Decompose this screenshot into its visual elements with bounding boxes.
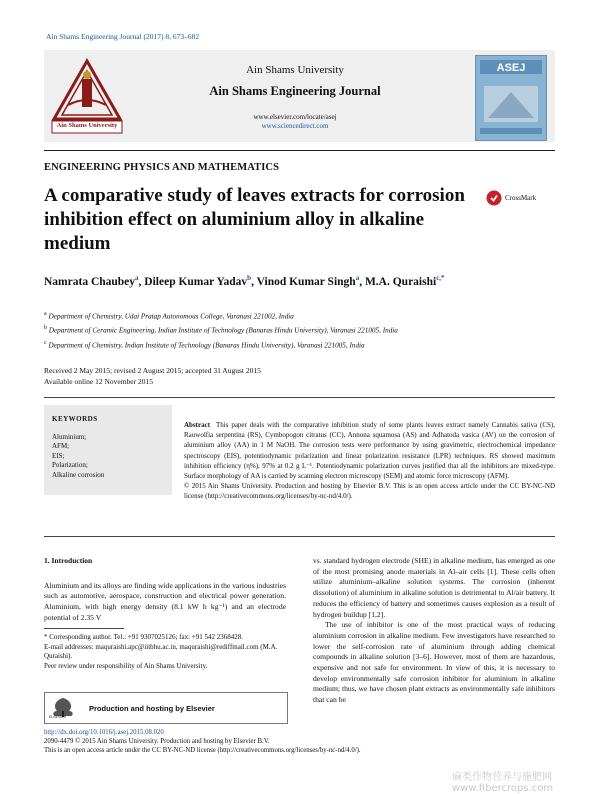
- license-line: This is an open access article under the CC BY-NC-ND license (http://creativecommons.org/licenses/by-nc-nd/4.0/).: [44, 747, 361, 755]
- journal-masthead: [130, 52, 460, 131]
- keyword: EIS;: [52, 451, 65, 460]
- crossmark-badge[interactable]: [486, 190, 536, 206]
- corresponding-author: * Corresponding author. Tel.: +91 9307025126; fax: +91 542 2368428.: [44, 633, 243, 641]
- affiliation: $^a$ Department of Chemistry, Udai Pratap Autonomous College, Varanasi 221002, India: [44, 311, 294, 321]
- elsevier-logo-text: ELSEVIER: [49, 715, 67, 719]
- university-logo: [48, 55, 126, 137]
- university-name: Ain Shams University: [246, 64, 344, 76]
- sciencedirect-url[interactable]: www.sciencedirect.com: [261, 122, 329, 130]
- article-title: A comparative study of leaves extracts for corrosion inhibition effect on aluminium alloy in alkaline medium: [44, 185, 465, 254]
- email-addresses[interactable]: E-mail addresses: maquraishi.apc@iitbhu.ac.in, maquraishi@rediffmail.com (M.A. Quraishi).: [44, 642, 278, 660]
- author-affiliation-mark: c,*: [436, 274, 445, 282]
- abstract-copyright: © 2015 Ain Shams University. Production and hosting by Elsevier B.V. This is an open access article under the CC BY-NC-ND license (http://creativecommons.org/licenses/by-nc-nd/4.0/).: [184, 482, 555, 501]
- keyword: Alkaline corrosion: [52, 470, 105, 479]
- production-text: Production and hosting by Elsevier: [89, 703, 215, 713]
- footnotes: [44, 633, 286, 671]
- online-date: Available online 12 November 2015: [44, 377, 153, 386]
- keywords-box: [44, 405, 172, 495]
- crossmark-label: CrossMark: [505, 194, 537, 202]
- author-name[interactable]: Namrata Chaubey: [44, 275, 136, 288]
- peer-review-note: Peer review under responsibility of Ain Shams University.: [44, 661, 208, 670]
- keyword: Polarization;: [52, 461, 88, 469]
- abstract-text: This paper deals with the comparative inhibition study of some plants leaves extract namely Cannabis sativa (CS), Rauwolfia serpentina (RS), Cymbopogon citratus (CC), Annona squamosa (AS) and Adhatoda vasica (AV) on the corrosion of aluminium alloy (AA) in 1 M NaOH. The corrosion tests were performance by using gravimetric, electrochemical impedance spectroscopy (EIS), potentiodynamic polarization and linear polarization resistance (LPR) techniques. RS showed maximum inhibition efficiency (η%), 97% at 0.2 g L⁻¹. Potentiodynamic polarization curves justified that all the inhibitors are mixed-type. Surface morphology of AA is carried by scanning electron microscopy (SEM) and atomic force microscopy (AFM).: [184, 421, 556, 481]
- journal-url[interactable]: www.elsevier.com/locate/asej: [253, 113, 337, 121]
- watermark: 麻类作物营养与施肥网 www.fibercrops.com: [452, 772, 554, 794]
- received-dates: Received 2 May 2015; revised 2 August 2015; accepted 31 August 2015: [44, 366, 261, 375]
- keyword: Aluminium;: [52, 432, 87, 441]
- author-name[interactable]: M.A. Quraishi: [364, 275, 437, 288]
- author-name[interactable]: Vinod Kumar Singh: [256, 275, 356, 288]
- abstract: [184, 420, 555, 502]
- journal-reference: Ain Shams Engineering Journal (2017) 8, 673–682: [46, 32, 200, 41]
- issn-copyright: 2090-4479 © 2015 Ain Shams University. Production and hosting by Elsevier B.V.: [44, 738, 270, 746]
- paragraph: vs. standard hydrogen electrode (SHE) in alkaline medium, has emerged as one of the most promising anode materials in Al–air cells [1]. These cells often utilize aluminium–alkaline solution systems. The corrosion (inherent dissolution) of aluminium in alkaline solution is detrimental to Al/air battery. It reduces the efficiency of battery and sometimes causes explosion as a result of hydrogen buildup [1,2].: [313, 556, 555, 619]
- keyword: AFM;: [52, 442, 70, 450]
- section-heading: 1. Introduction: [44, 556, 93, 565]
- author-affiliation-mark: a: [355, 274, 360, 282]
- footnote-rule: [44, 628, 124, 629]
- divider: [44, 397, 555, 398]
- article-footer: [44, 728, 564, 756]
- abstract-label: Abstract: [184, 421, 211, 429]
- paragraph: Aluminium and its alloys are finding wide applications in the various industries such as automotive, aerospace, construction and electrical power generation. Aluminium, with high energy density (8.1 kW h kg⁻¹) and an electrode potential of 2.35 V: [44, 580, 286, 622]
- logo-text: Ain Shams University: [56, 122, 118, 129]
- production-box: [44, 692, 288, 724]
- journal-name: Ain Shams Engineering Journal: [209, 84, 381, 98]
- divider: [44, 536, 555, 537]
- author-name[interactable]: Dileep Kumar Yadav: [144, 275, 248, 288]
- cover-title: ASEJ: [496, 62, 526, 74]
- body-column-left: [44, 556, 286, 624]
- crossmark-icon: [486, 190, 502, 206]
- author-list: Namrata Chaubey$^a$, Dileep Kumar Yadav$^b$, Vinod Kumar Singh$^a$, M.A. Quraishi$^{c,*}$: [44, 274, 445, 288]
- doi-link[interactable]: http://dx.doi.org/10.1016/j.asej.2015.08.020: [44, 729, 164, 736]
- author-affiliation-mark: a: [135, 274, 139, 282]
- section-label: ENGINEERING PHYSICS AND MATHEMATICS: [44, 162, 280, 173]
- header-rule: [44, 150, 555, 151]
- affiliation: $^b$ Department of Ceramic Engineering, Indian Institute of Technology (Banaras Hindu University), Varanasi 221005, India: [44, 325, 398, 335]
- affiliation: $^c$ Department of Chemistry, Indian Institute of Technology (Banaras Hindu University), Varanasi 221005, India: [44, 339, 365, 350]
- journal-cover: [475, 55, 547, 141]
- paragraph: The use of inhibitor is one of the most practical ways of reducing aluminium corrosion in alkaline medium. Few investigators have researched to lower the self-corrosion rate of aluminium through adding chemical compounds in alkaline solution [3–6]. However, most of them are hazardous, expensive and not safe for environment. In view of this, it is necessary to develop environmentally safe corrosion inhibitor for aluminium in alkaline medium; thus, we have chosen plant extracts as environmentally safe inhibitors that can be: [313, 620, 555, 705]
- keywords-title: KEYWORDS: [52, 415, 98, 423]
- article-dates: [44, 365, 261, 387]
- affiliations: [44, 308, 398, 351]
- author-affiliation-mark: b: [247, 274, 252, 282]
- body-column-right: [313, 556, 555, 706]
